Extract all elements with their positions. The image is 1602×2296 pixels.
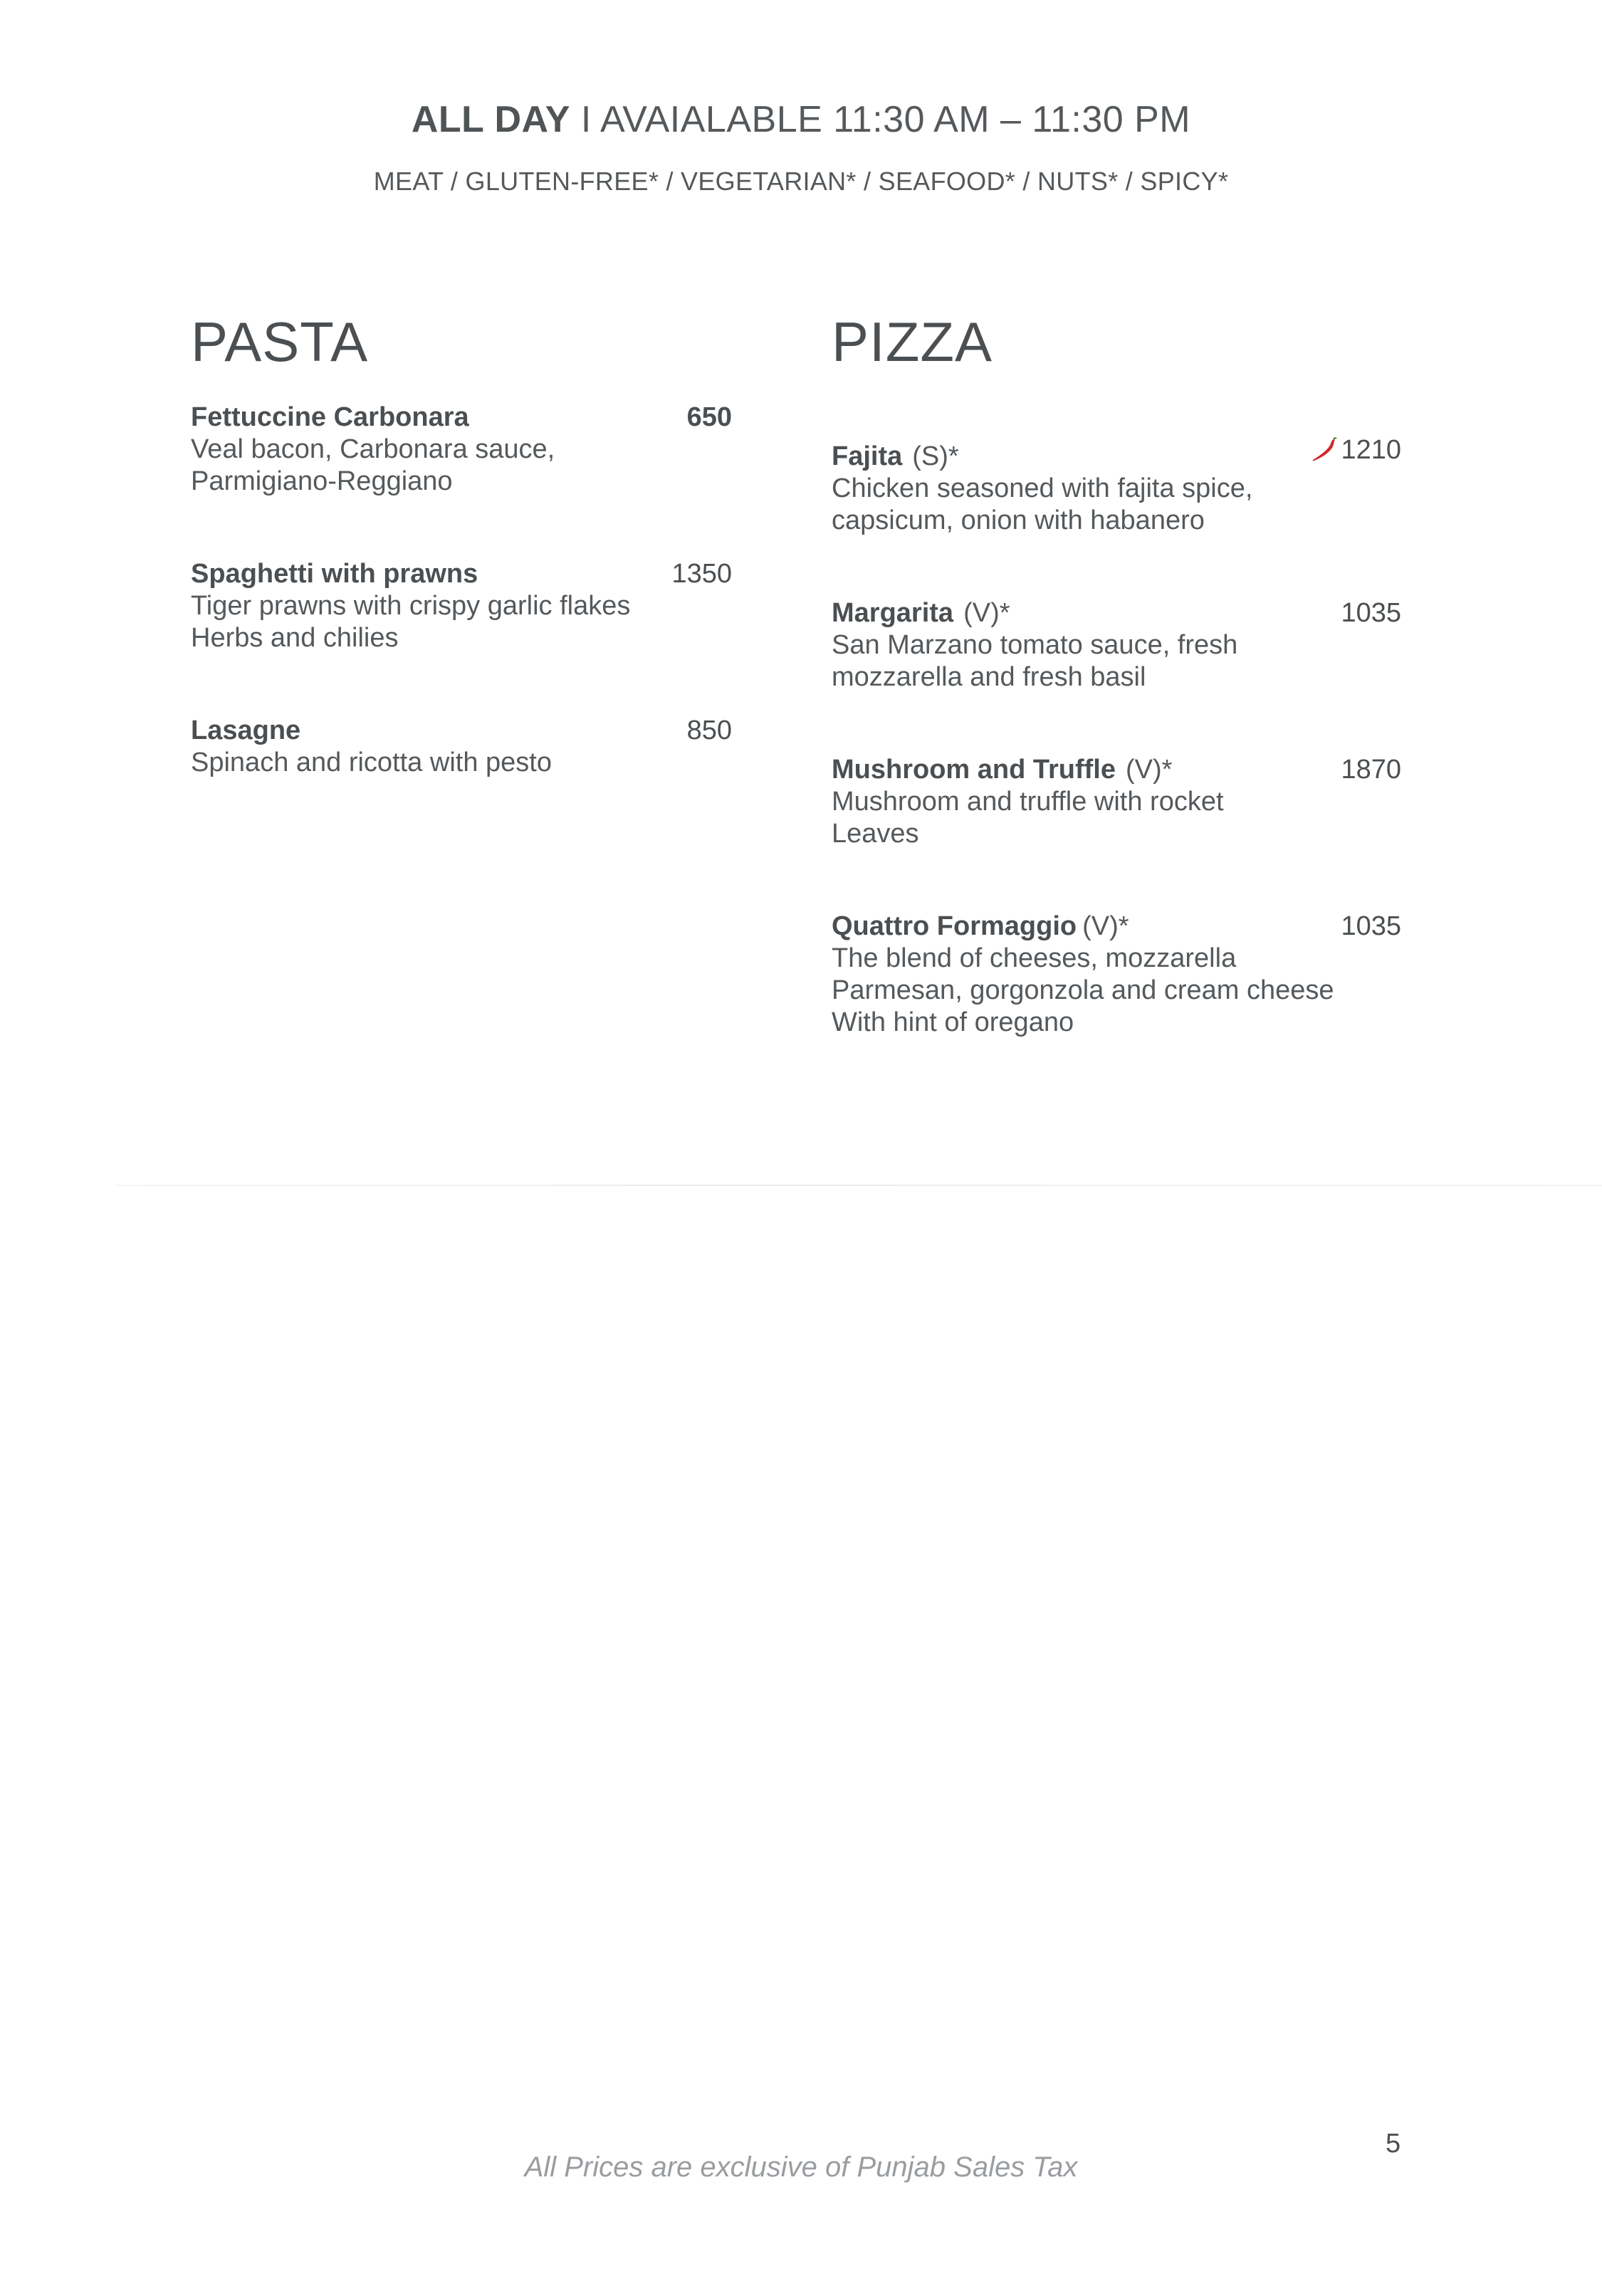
item-price: 1870 — [1341, 754, 1401, 785]
page-divider — [114, 1185, 1602, 1186]
item-name: Margarita — [832, 597, 954, 628]
menu-item — [191, 402, 732, 498]
tax-note: All Prices are exclusive of Punjab Sales Tax — [524, 2151, 1078, 2183]
menu-item — [832, 597, 1401, 693]
menu-item — [832, 911, 1401, 1039]
item-price: 850 — [686, 715, 732, 745]
item-description: San Marzano tomato sauce, fresh mozzarella and fresh basil — [832, 629, 1238, 692]
item-dietary-tag: (S)* — [912, 441, 959, 471]
page-number: 5 — [1386, 2129, 1401, 2159]
item-price: 1350 — [671, 559, 732, 589]
item-dietary-tag: (V)* — [1126, 754, 1173, 785]
item-description: The blend of cheeses, mozzarella Parmesan, gorgonzola and cream cheese With hint of oregano — [832, 943, 1334, 1037]
chili-pepper-icon — [1309, 436, 1338, 465]
item-description: Spinach and ricotta with pesto — [191, 748, 552, 777]
menu-item — [191, 558, 732, 654]
pasta-section-title: PASTA — [191, 310, 369, 373]
item-price: 1210 — [1341, 435, 1401, 465]
item-price: 650 — [686, 402, 732, 432]
item-dietary-tag: (V)* — [1082, 911, 1129, 941]
item-description: Veal bacon, Carbonara sauce, Parmigiano-Reggiano — [191, 434, 555, 496]
dietary-legend: MEAT / GLUTEN-FREE* / VEGETARIAN* / SEAFOOD* / NUTS* / SPICY* — [373, 167, 1229, 196]
menu-item — [832, 434, 1401, 537]
item-description: Mushroom and truffle with rocket Leaves — [832, 786, 1224, 849]
menu-item — [832, 754, 1401, 850]
item-name: Lasagne — [191, 715, 301, 745]
item-price: 1035 — [1341, 597, 1401, 628]
item-name: Mushroom and Truffle — [832, 754, 1116, 785]
item-dietary-tag: (V)* — [963, 597, 1010, 628]
item-name: Fettuccine Carbonara — [191, 402, 469, 432]
pizza-section-title: PIZZA — [832, 310, 993, 373]
menu-availability-title — [0, 91, 1602, 148]
item-price: 1035 — [1341, 911, 1401, 941]
item-name: Quattro Formaggio — [832, 911, 1077, 941]
pasta-section — [191, 306, 732, 779]
availability-hours: I AVAIALABLE 11:30 AM – 11:30 PM — [570, 99, 1191, 140]
item-price-wrap — [1309, 434, 1401, 466]
menu-header — [0, 91, 1602, 199]
item-name: Spaghetti with prawns — [191, 559, 478, 589]
item-name: Fajita — [832, 441, 903, 471]
item-description: Tiger prawns with crispy garlic flakes Herbs and chilies — [191, 591, 631, 653]
pizza-section — [832, 306, 1401, 1039]
all-day-label: ALL DAY — [411, 99, 570, 140]
item-description: Chicken seasoned with fajita spice, capsicum, onion with habanero — [832, 473, 1253, 535]
menu-item — [191, 715, 732, 779]
